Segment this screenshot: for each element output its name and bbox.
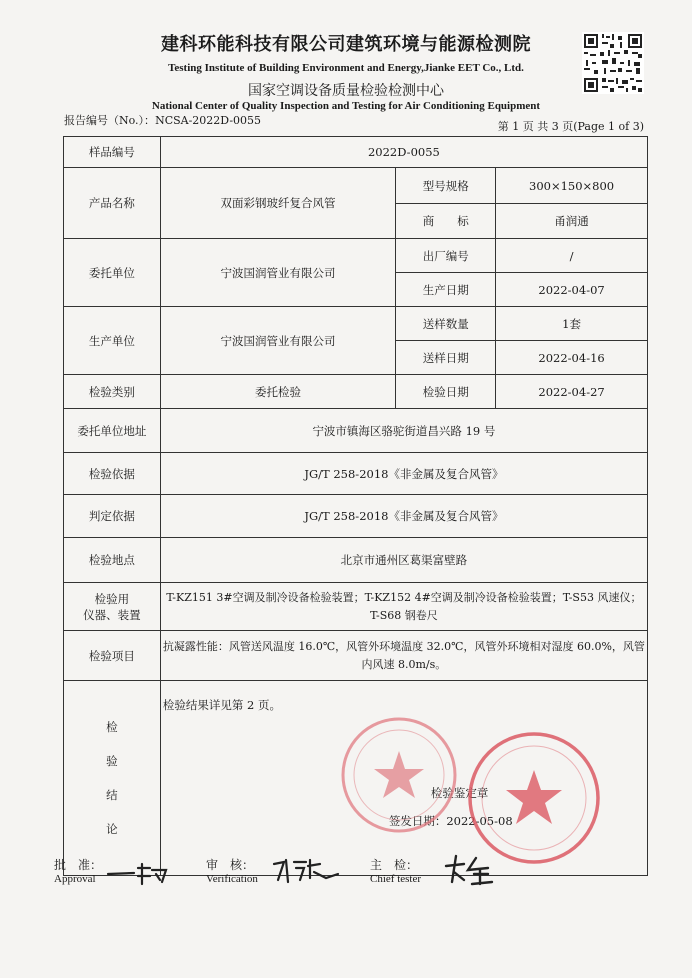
prod-date-label: 生产日期 xyxy=(396,273,496,307)
judge-value: JG/T 258-2018《非金属及复合风管》 xyxy=(160,495,647,538)
sample-no-label: 样品编号 xyxy=(64,137,161,168)
verification-block xyxy=(206,856,258,885)
test-date-label: 检验日期 xyxy=(396,375,496,409)
report-number xyxy=(64,112,261,128)
chief-tester-signature-icon xyxy=(442,852,502,888)
chief-tester-label-cn: 主 检： xyxy=(370,858,419,872)
report-number-label: 报告编号（No.）： xyxy=(64,114,156,127)
conclusion-char: 论 xyxy=(106,822,118,836)
model-label: 型号规格 xyxy=(396,168,496,204)
location-label: 检验地点 xyxy=(64,538,161,583)
table-row xyxy=(64,583,648,631)
table-row xyxy=(64,168,648,204)
stamp-label: 检验鉴定章 xyxy=(430,786,489,800)
approval-label-en: Approval xyxy=(54,873,96,885)
sample-no-value: 2022D-0055 xyxy=(160,137,647,168)
product-name-label: 产品名称 xyxy=(64,168,161,239)
client-label: 委托单位 xyxy=(64,239,161,307)
basis-label: 检验依据 xyxy=(64,453,161,495)
brand-value: 甬润通 xyxy=(496,204,648,239)
location-value: 北京市通州区葛渠富壁路 xyxy=(160,538,647,583)
issue-date: 签发日期：2022-05-08 xyxy=(388,814,513,828)
product-name-value: 双面彩钢玻纤复合风管 xyxy=(160,168,395,239)
brand-label: 商 标 xyxy=(396,204,496,239)
page-indicator: 第 1 页 共 3 页(Page 1 of 3) xyxy=(497,120,644,133)
table-row xyxy=(64,375,648,409)
manufacturer-label: 生产单位 xyxy=(64,307,161,375)
send-date-value: 2022-04-16 xyxy=(496,341,648,375)
company-seal-icon xyxy=(340,716,458,834)
send-date-label: 送样日期 xyxy=(396,341,496,375)
test-type-label: 检验类别 xyxy=(64,375,161,409)
factory-no-value: / xyxy=(496,239,648,273)
verification-label-en: Verification xyxy=(206,873,258,885)
qr-code-icon xyxy=(582,32,644,94)
table-row xyxy=(64,307,648,341)
judge-label: 判定依据 xyxy=(64,495,161,538)
verification-label-cn: 审 核： xyxy=(206,858,255,872)
report-number-value: NCSA-2022D-0055 xyxy=(155,114,262,127)
test-date-value: 2022-04-27 xyxy=(496,375,648,409)
table-row xyxy=(64,631,648,681)
table-row xyxy=(64,137,648,168)
table-row xyxy=(64,409,648,453)
equipment-label-line1: 检验用 xyxy=(94,591,130,606)
institute-title-cn: 建科环能科技有限公司建筑环境与能源检测院 xyxy=(161,34,531,55)
equipment-label-line2: 仪器、装置 xyxy=(83,607,141,622)
center-title-cn: 国家空调设备质量检验检测中心 xyxy=(248,83,444,99)
equipment-label xyxy=(64,583,161,631)
table-row xyxy=(64,495,648,538)
conclusion-char: 结 xyxy=(106,788,118,802)
factory-no-label: 出厂编号 xyxy=(396,239,496,273)
address-label: 委托单位地址 xyxy=(64,409,161,453)
items-label: 检验项目 xyxy=(64,631,161,681)
qty-value: 1套 xyxy=(496,307,648,341)
conclusion-text: 检验结果详见第 2 页。 xyxy=(162,698,281,712)
approval-block xyxy=(54,856,102,885)
items-value: 抗凝露性能：风管送风温度 16.0℃，风管外环境温度 32.0℃，风管外环境相对湿度 60.0%，风管内风速 8.0m/s。 xyxy=(160,631,647,681)
approval-signature-icon xyxy=(104,858,174,888)
conclusion-char: 验 xyxy=(106,754,118,768)
verification-signature-icon xyxy=(270,854,342,886)
model-value: 300×150×800 xyxy=(496,168,648,204)
table-row xyxy=(64,538,648,583)
manufacturer-value: 宁波国润管业有限公司 xyxy=(160,307,395,375)
qty-label: 送样数量 xyxy=(396,307,496,341)
table-row xyxy=(64,453,648,495)
inspection-seal-icon xyxy=(466,730,602,866)
client-value: 宁波国润管业有限公司 xyxy=(160,239,395,307)
basis-value: JG/T 258-2018《非金属及复合风管》 xyxy=(160,453,647,495)
conclusion-char: 检 xyxy=(106,720,118,734)
equipment-value: T-KZ151 3#空调及制冷设备检验装置；T-KZ152 4#空调及制冷设备检验装置；T-S53 风速仪；T-S68 钢卷尺 xyxy=(160,583,647,631)
center-title-en: National Center of Quality Inspection and Testing for Air Conditioning Equipment xyxy=(151,100,541,112)
conclusion-label xyxy=(64,681,161,876)
approval-label-cn: 批 准： xyxy=(54,858,103,872)
chief-tester-label-en: Chief tester xyxy=(370,873,422,885)
table-row xyxy=(64,239,648,273)
address-value: 宁波市镇海区骆驼街道昌兴路 19 号 xyxy=(160,409,647,453)
chief-tester-block xyxy=(370,856,421,885)
institute-title-en: Testing Institute of Building Environment and Energy,Jianke EET Co., Ltd. xyxy=(168,62,524,74)
prod-date-value: 2022-04-07 xyxy=(496,273,648,307)
test-type-value: 委托检验 xyxy=(160,375,395,409)
